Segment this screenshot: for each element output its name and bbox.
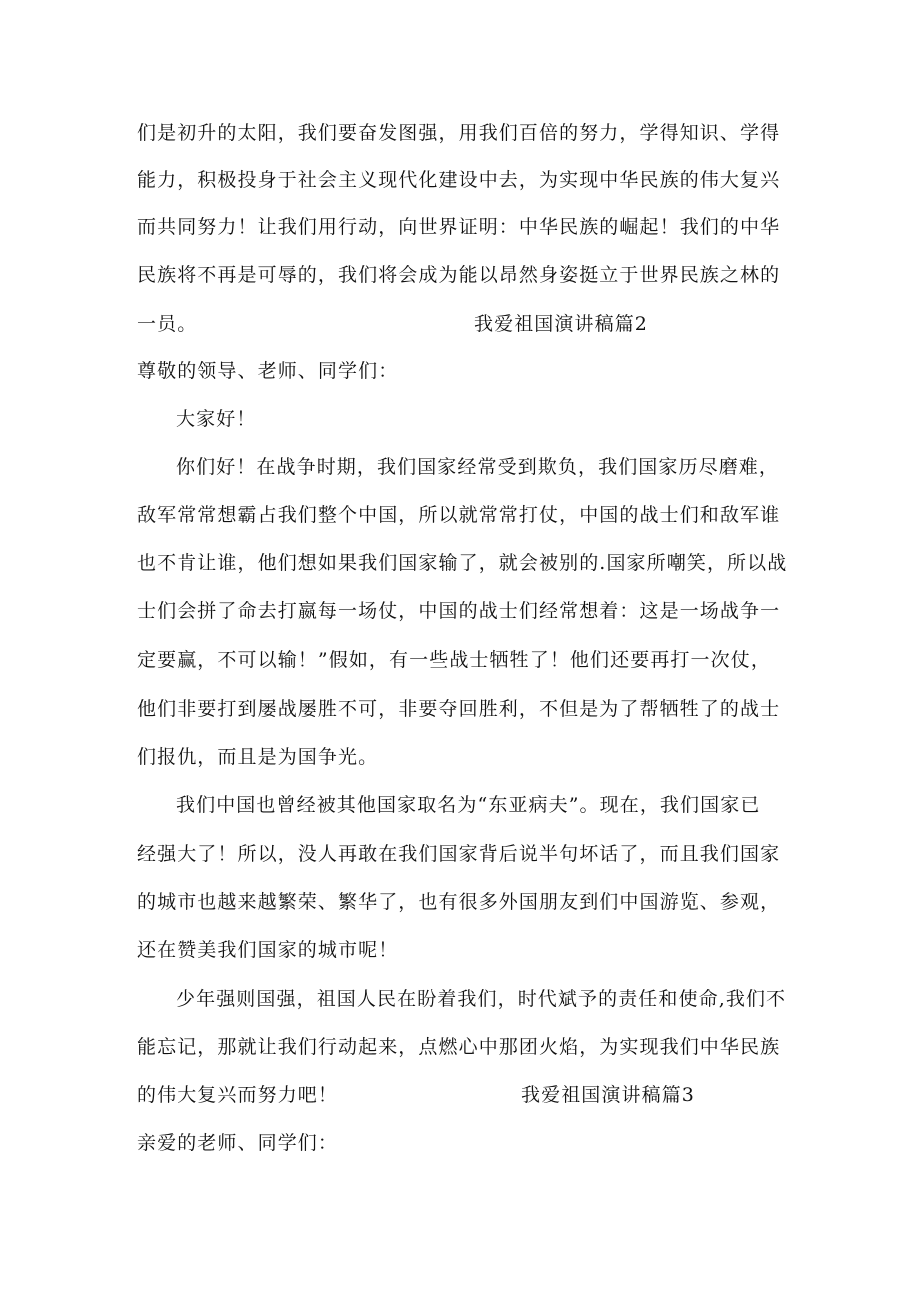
paragraph-line: 能力，积极投身于社会主义现代化建设中去，为实现中华民族的伟大复兴 [137, 169, 781, 191]
salutation: 亲爱的老师、同学们： [137, 1132, 339, 1154]
paragraph-line: 你们好！在战争时期，我们国家经常受到欺负，我们国家历尽磨难， [176, 456, 780, 478]
paragraph-line: 民族将不再是可辱的，我们将会成为能以昂然身姿挺立于世界民族之林的 [137, 264, 781, 286]
greeting: 大家好！ [176, 408, 257, 430]
section-heading: 我爱祖国演讲稿篇3 [521, 1084, 695, 1106]
paragraph-line: 士们会拼了命去打嬴每一场仗，中国的战士们经常想着：这是一场战争一 [137, 600, 781, 622]
paragraph-line: 经强大了！所以，没人再敢在我们国家背后说半句坏话了，而且我们国家 [137, 843, 781, 865]
paragraph-line-with-heading [137, 1083, 787, 1107]
paragraph-line: 而共同努力！让我们用行动，向世界证明：中华民族的崛起！我们的中华 [137, 216, 781, 238]
paragraph-line-with-heading [137, 312, 787, 336]
paragraph-line: 的城市也越来越繁荣、繁华了，也有很多外国朋友到们中国游览、参观， [137, 891, 781, 913]
section-heading: 我爱祖国演讲稿篇2 [474, 313, 648, 335]
paragraph-line: 他们非要打到屡战屡胜不可，非要夺回胜利，不但是为了帮牺牲了的战士 [137, 698, 781, 720]
paragraph-line: 也不肯让谁，他们想如果我们国家输了，就会被别的.国家所嘲笑，所以战 [137, 552, 788, 574]
salutation: 尊敬的领导、老师、同学们： [137, 360, 399, 382]
paragraph-line: 一员。 [137, 313, 198, 335]
paragraph-line: 定要赢，不可以输！”假如，有一些战士牺牲了！他们还要再打一次仗， [137, 649, 771, 671]
paragraph-line: 敌军常常想霸占我们整个中国，所以就常常打仗，中国的战士们和敌军谁 [137, 504, 781, 526]
paragraph-line: 们报仇，而且是为国争光。 [137, 746, 379, 768]
paragraph-line: 的伟大复兴而努力吧！ [137, 1084, 339, 1106]
paragraph-line: 还在赞美我们国家的城市呢！ [137, 939, 399, 961]
paragraph-line: 少年强则国强，祖国人民在盼着我们，时代斌予的责任和使命,我们不 [176, 988, 787, 1010]
paragraph-line: 我们中国也曾经被其他国家取名为“东亚病夫”。现在，我们国家已 [176, 794, 761, 816]
paragraph-line: 们是初升的太阳，我们要奋发图强，用我们百倍的努力，学得知识、学得 [137, 122, 781, 144]
paragraph-line: 能忘记，那就让我们行动起来，点燃心中那团火焰，为实现我们中华民族 [137, 1036, 781, 1058]
